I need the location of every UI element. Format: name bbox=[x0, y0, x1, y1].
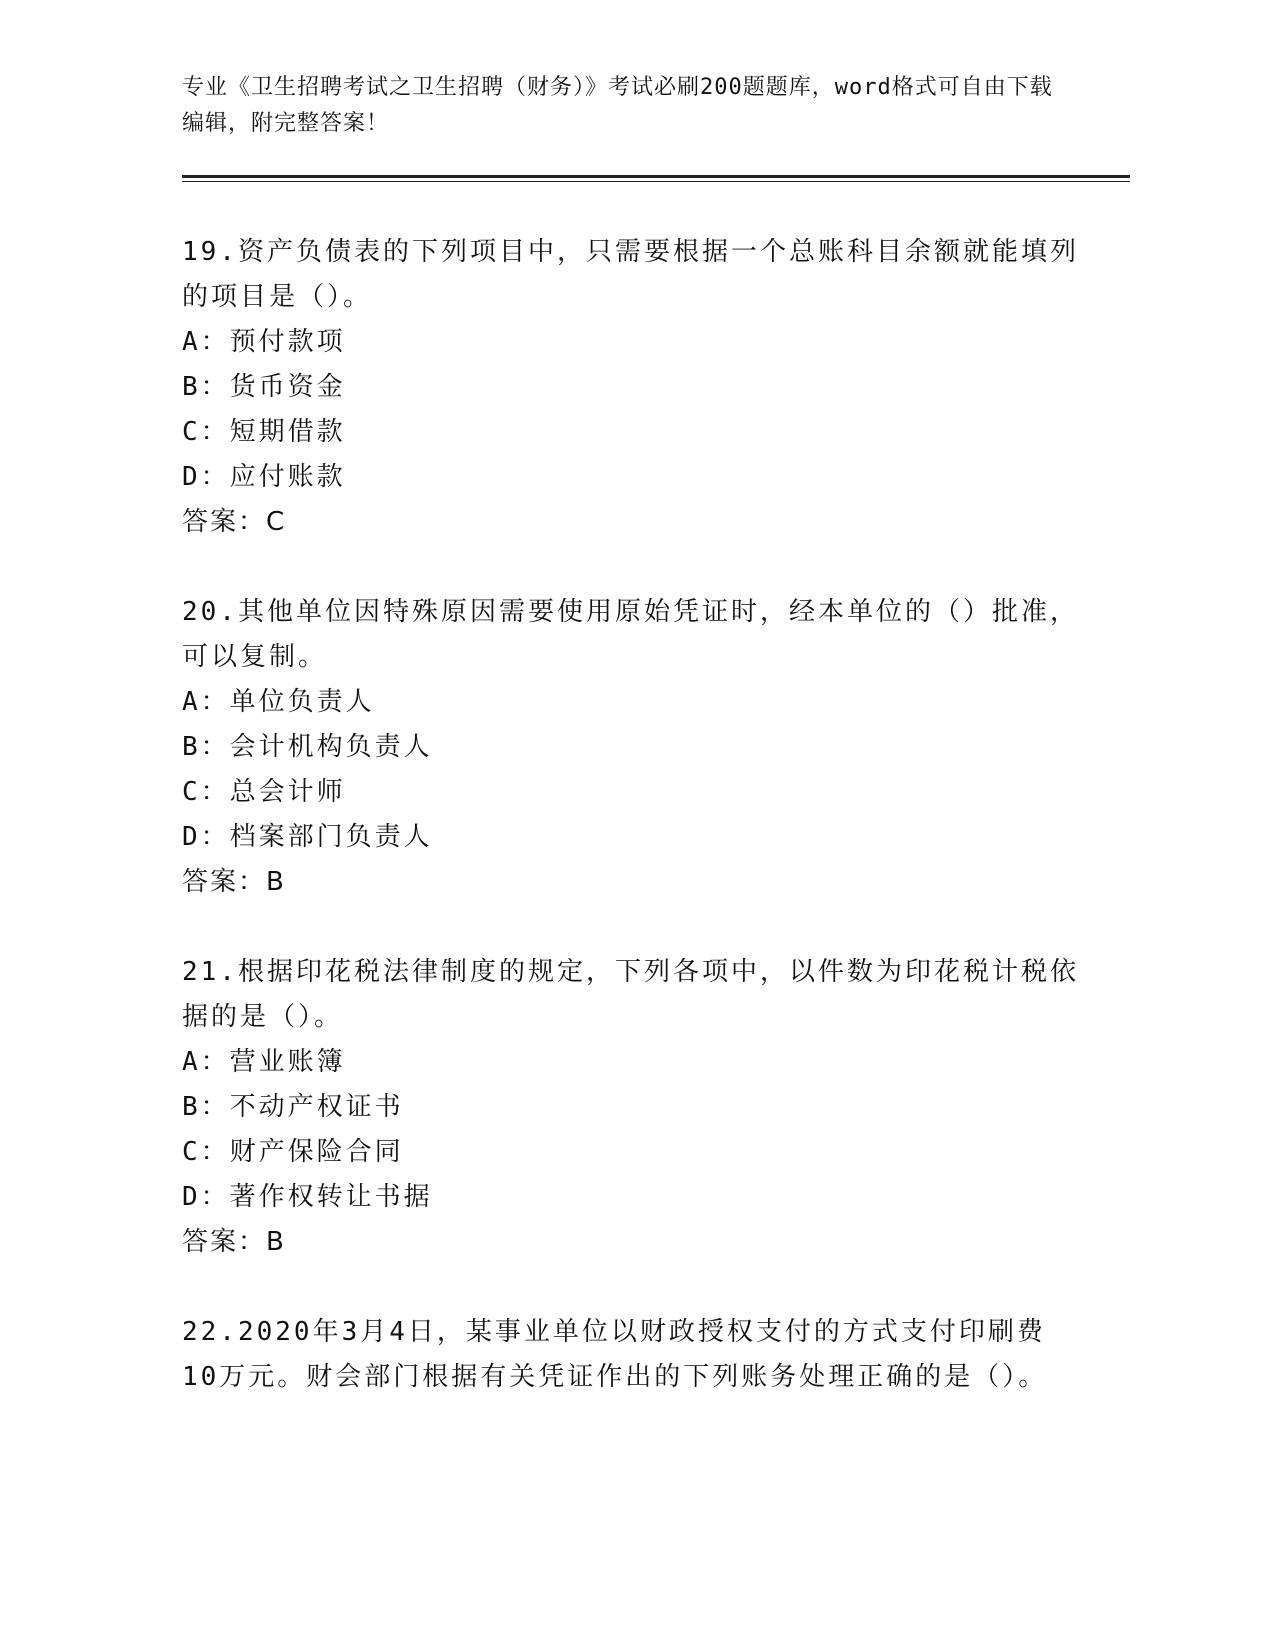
option-b: B：不动产权证书 bbox=[182, 1092, 404, 1122]
answer: 答案：C bbox=[182, 507, 287, 537]
option-c: C：总会计师 bbox=[182, 777, 346, 807]
answer: 答案：B bbox=[182, 867, 286, 897]
option-a: A：预付款项 bbox=[182, 327, 346, 357]
question-21 bbox=[182, 950, 1082, 1265]
question-stem: 21.根据印花税法律制度的规定，下列各项中，以件数为印花税计税依据的是（）。 bbox=[182, 957, 1079, 1032]
option-b: B：货币资金 bbox=[182, 372, 346, 402]
question-22 bbox=[182, 1310, 1082, 1400]
question-stem: 20.其他单位因特殊原因需要使用原始凭证时，经本单位的（）批准，可以复制。 bbox=[182, 597, 1079, 672]
question-20 bbox=[182, 590, 1082, 905]
question-19 bbox=[182, 230, 1082, 545]
option-a: A：营业账簿 bbox=[182, 1047, 346, 1077]
option-c: C：财产保险合同 bbox=[182, 1137, 404, 1167]
option-d: D：应付账款 bbox=[182, 462, 346, 492]
option-c: C：短期借款 bbox=[182, 417, 346, 447]
header-divider bbox=[182, 175, 1130, 178]
document-header: 专业《卫生招聘考试之卫生招聘（财务）》考试必刷200题题库，word格式可自由下载编辑，附完整答案！ bbox=[182, 75, 1053, 136]
question-stem: 19.资产负债表的下列项目中，只需要根据一个总账科目余额就能填列的项目是（）。 bbox=[182, 237, 1079, 312]
option-b: B：会计机构负责人 bbox=[182, 732, 433, 762]
option-d: D：著作权转让书据 bbox=[182, 1182, 433, 1212]
option-a: A：单位负责人 bbox=[182, 687, 375, 717]
option-d: D：档案部门负责人 bbox=[182, 822, 433, 852]
answer: 答案：B bbox=[182, 1227, 286, 1257]
header-divider-thin bbox=[182, 181, 1130, 182]
question-stem: 22.2020年3月4日，某事业单位以财政授权支付的方式支付印刷费10万元。财会部门根据有关凭证作出的下列账务处理正确的是（）。 bbox=[182, 1317, 1048, 1392]
